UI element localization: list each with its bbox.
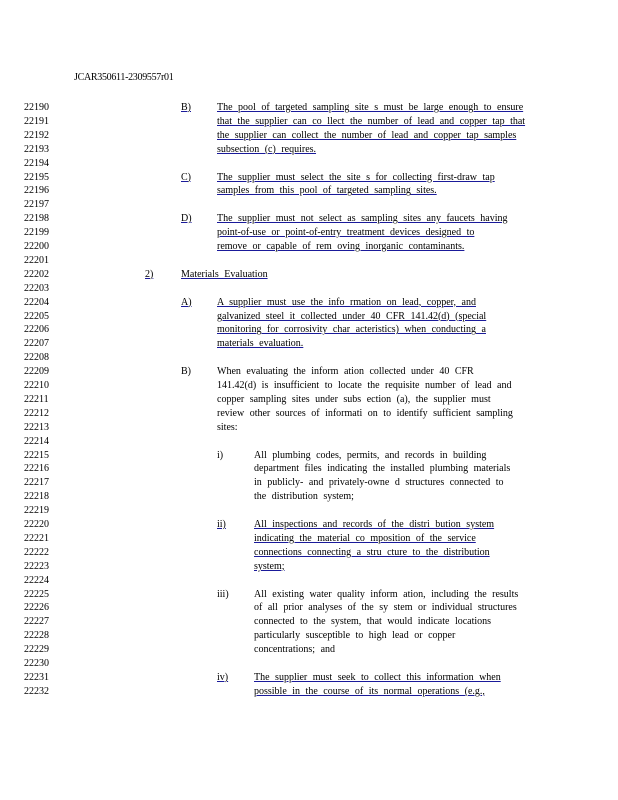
paragraph-label: iii): [217, 588, 229, 600]
line-number: 22192: [24, 129, 49, 141]
paragraph-line: that the supplier can co llect the number of lead and copper tap that: [217, 115, 526, 127]
line-number: 22226: [24, 602, 49, 614]
line-number: 22215: [24, 449, 49, 461]
paragraph-line: department files indicating the installed plumbing materials: [254, 463, 511, 475]
line-number: 22231: [24, 671, 49, 683]
paragraph-line: Materials Evaluation: [181, 268, 268, 280]
line-number: 22223: [24, 560, 49, 572]
paragraph-line: particularly susceptible to high lead or copper: [254, 630, 456, 642]
paragraph-line: sites:: [217, 421, 238, 433]
paragraph-line: The supplier must seek to collect this information when: [254, 671, 501, 683]
line-number: 22194: [24, 157, 49, 169]
line-number: 22205: [24, 310, 49, 322]
paragraph-line: subsection (c) requires.: [217, 143, 317, 155]
paragraph-label: B): [181, 102, 191, 113]
line-number: 22198: [24, 213, 49, 225]
line-number: 22213: [24, 421, 49, 433]
paragraph-line: The supplier must not select as sampling sites any faucets having: [217, 213, 508, 225]
line-number: 22203: [24, 282, 49, 294]
paragraph-line: The pool of targeted sampling site s must be large enough to ensure: [217, 102, 524, 113]
paragraph-label: iv): [217, 671, 229, 683]
paragraph-line: review other sources of informati on to identify sufficient sampling: [217, 407, 513, 419]
paragraph-line: The supplier must select the site s for collecting first-draw tap: [217, 171, 495, 183]
paragraph-label: 2): [145, 268, 154, 280]
line-number: 22220: [24, 519, 49, 530]
paragraph-label: ii): [217, 519, 226, 530]
paragraph-line: system;: [254, 560, 285, 572]
paragraph-line: When evaluating the inform ation collected under 40 CFR: [217, 366, 474, 378]
paragraph-line: materials evaluation.: [217, 338, 304, 350]
line-number: 22197: [24, 199, 49, 211]
line-number: 22190: [24, 102, 49, 113]
paragraph-line: All plumbing codes, permits, and records in building: [254, 449, 487, 461]
line-number: 22221: [24, 532, 49, 544]
line-number: 22211: [24, 393, 49, 405]
paragraph-label: i): [217, 449, 224, 461]
line-number: 22195: [24, 171, 49, 183]
paragraph-line: All existing water quality inform ation, including the results: [254, 588, 519, 600]
line-number: 22232: [24, 685, 49, 697]
paragraph-label: D): [181, 213, 192, 225]
paragraph-label: C): [181, 171, 191, 183]
line-number: 22201: [24, 254, 49, 266]
line-number: 22224: [24, 574, 49, 586]
line-number: 22196: [24, 185, 49, 197]
line-number: 22225: [24, 588, 49, 600]
paragraph-line: All inspections and records of the distri bution system: [254, 519, 495, 530]
line-number: 22222: [24, 546, 49, 558]
document-id-header: JCAR350611-2309557r01: [74, 72, 174, 83]
line-number: 22216: [24, 463, 49, 475]
paragraph-line: point-of-use or point-of-entry treatment devices designed to: [217, 227, 475, 239]
line-number: 22227: [24, 616, 49, 628]
line-number: 22212: [24, 407, 49, 419]
line-number: 22199: [24, 227, 49, 239]
paragraph-line: the distribution system;: [254, 491, 354, 503]
line-number: 22214: [24, 435, 49, 447]
line-number: 22210: [24, 380, 49, 391]
paragraph-line: connections connecting a stru cture to the distribution: [254, 546, 490, 558]
paragraph-line: 141.42(d) is insufficient to locate the requisite number of lead and: [217, 380, 512, 391]
paragraph-line: A supplier must use the info rmation on lead, copper, and: [217, 296, 476, 308]
paragraph-label: A): [181, 296, 192, 308]
line-number: 22207: [24, 338, 49, 350]
line-number: 22200: [24, 241, 49, 252]
line-number: 22228: [24, 630, 49, 642]
line-number: 22208: [24, 352, 49, 364]
paragraph-line: indicating the material co mposition of the service: [254, 532, 476, 544]
paragraph-line: concentrations; and: [254, 644, 336, 656]
paragraph-line: monitoring for corrosivity char acteristics) when conducting a: [217, 324, 486, 336]
line-number: 22219: [24, 505, 49, 517]
line-number: 22193: [24, 143, 49, 155]
paragraph-label: B): [181, 366, 191, 378]
paragraph-line: the supplier can collect the number of lead and copper tap samples: [217, 129, 517, 141]
line-number: 22204: [24, 296, 49, 308]
paragraph-line: samples from this pool of targeted sampling sites.: [217, 185, 437, 197]
paragraph-line: possible in the course of its normal operations (e.g.,: [254, 685, 485, 697]
paragraph-line: connected to the system, that would indicate locations: [254, 616, 492, 628]
line-number: 22230: [24, 658, 49, 669]
line-number: 22209: [24, 366, 49, 378]
paragraph-line: copper sampling sites under subs ection (a), the supplier must: [217, 393, 491, 405]
line-number: 22217: [24, 477, 49, 489]
line-number: 22191: [24, 115, 49, 127]
line-number: 22229: [24, 644, 49, 656]
line-number: 22202: [24, 268, 49, 280]
paragraph-line: remove or capable of rem oving inorganic contaminants.: [217, 241, 465, 252]
paragraph-line: of all prior analyses of the sy stem or individual structures: [254, 602, 517, 614]
line-number: 22206: [24, 324, 49, 336]
line-number: 22218: [24, 491, 49, 503]
paragraph-line: galvanized steel it collected under 40 CFR 141.42(d) (special: [217, 310, 487, 322]
paragraph-line: in publicly- and privately-owne d structures connected to: [254, 477, 504, 489]
